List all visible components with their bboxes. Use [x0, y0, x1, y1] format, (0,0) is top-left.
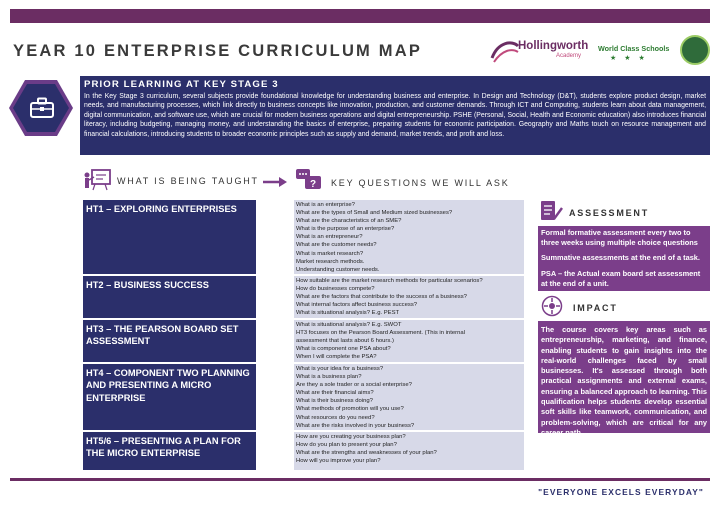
prior-learning-body: In the Key Stage 3 curriculum, several subjects provide foundational knowledge for understanding business and enterprise. In Design and Technology (D&T), students explore product design, market needs, and manufacturing processes, which link directly to business concepts like innovation, production, and customer demands. Through ICT and Computing, students learn about data management, digital communication, and software use, which are crucial for modern business operations and digital entrepreneurship. PSHE (Personal, Social, Health and Economic education) also introduces financial literacy, including budgeting, managing money, and understanding the basics of enterprise, preparing students for economic participation. Geography and Maths touch on resource management and financial calculations, introducing students to broader economic principles such as supply and demand, market trends, and profit and loss.: [84, 93, 706, 138]
assessment-item: Formal formative assessment every two to three weeks using multiple choice questions: [541, 228, 698, 248]
impact-body: The course covers key areas such as entrepreneurship, marketing, and finance, enabling students to gain insights into the real-world challenges faced by small businesses. It's assessed through both practical assignments and external exams, ensuring a balanced approach to learning. This qualification helps students develop essential soft skills like teamwork, communication, and problem-solving, which are critical for any career path.: [541, 325, 707, 437]
page-title: YEAR 10 ENTERPRISE CURRICULUM MAP: [13, 42, 423, 60]
world-class-schools-stars-icon: ★ ★ ★: [610, 55, 648, 62]
impact-panel: [538, 321, 710, 437]
question-line: How do businesses compete?: [296, 286, 375, 293]
question-line: What is their business doing?: [296, 398, 373, 405]
question-line: What are the factors that contribute to the success of a business?: [296, 294, 467, 301]
question-line: What methods of promotion will you use?: [296, 406, 404, 413]
hollingworth-sub: Academy: [556, 53, 582, 59]
question-line: What are the strengths and weaknesses of your plan?: [296, 450, 437, 457]
impact-icon: [541, 295, 563, 317]
prior-learning-heading: PRIOR LEARNING AT KEY STAGE 3: [84, 79, 279, 90]
question-line: What are their financial aims?: [296, 390, 374, 397]
question-line: Understanding customer needs.: [296, 266, 380, 273]
question-line: What is situational analysis? E.g. SWOT: [296, 322, 402, 328]
question-line: What is component one PSA about?: [296, 346, 391, 353]
impact-heading: IMPACT: [573, 303, 618, 313]
question-line: How do you plan to present your plan?: [296, 442, 397, 449]
question-line: What is situational analysis? E.g. PEST: [296, 310, 400, 317]
arrow-right-icon: [262, 176, 288, 188]
questions-heading: KEY QUESTIONS WE WILL ASK: [331, 178, 510, 188]
assessment-item: PSA – the Actual exam board set assessment at the end of a unit.: [541, 268, 701, 288]
question-line: What is your idea for a business?: [296, 366, 384, 372]
question-line: What is market research?: [296, 250, 364, 257]
question-line: What are the characteristics of an SME?: [296, 218, 402, 225]
question-line: What are the types of Small and Medium sized businesses?: [296, 210, 453, 217]
svg-text:?: ?: [309, 179, 317, 190]
footer-bar: [10, 478, 710, 481]
footer-tagline: "EVERYONE EXCELS EVERYDAY": [538, 487, 704, 497]
question-line: What resources do you need?: [296, 414, 375, 421]
assessment-icon: [540, 200, 564, 222]
questions-ht2: [294, 276, 524, 318]
question-line: HT3 focuses on the Pearson Board Assessment. (This in internal: [296, 330, 465, 337]
question-line: What are the risks involved in your business?: [296, 422, 415, 429]
hollingworth-name: Hollingworth: [518, 40, 589, 52]
school-badge-icon: [680, 35, 710, 65]
question-chat-icon: [295, 168, 323, 192]
questions-column: [294, 200, 524, 472]
topics-column: [83, 200, 256, 472]
question-line: Are they a sole trader or a social enterprise?: [296, 382, 412, 389]
questions-ht4: [294, 364, 524, 430]
world-class-schools-name: World Class Schools: [598, 44, 670, 53]
logos: [490, 34, 712, 68]
assessment-item: Summative assessments at the end of a task.: [541, 253, 700, 263]
assessment-panel: [538, 226, 710, 291]
hollingworth-swoosh-icon: [490, 36, 520, 66]
topic-ht2: HT2 – BUSINESS SUCCESS: [83, 276, 256, 318]
topic-ht5-6: HT5/6 – PRESENTING A PLAN FOR THE MICRO ENTERPRISE: [83, 432, 256, 470]
question-line: What is a business plan?: [296, 374, 362, 381]
question-line: How suitable are the market research methods for particular scenarios?: [296, 278, 483, 284]
question-line: Market research methods.: [296, 258, 365, 265]
question-line: What internal factors affect business success?: [296, 302, 418, 309]
prior-learning-panel: [80, 76, 710, 155]
question-line: How are you creating your business plan?: [296, 434, 406, 440]
questions-ht5-6: [294, 432, 524, 470]
briefcase-icon: [30, 97, 54, 119]
assessment-heading: ASSESSMENT: [569, 208, 650, 218]
topic-ht1: HT1 – EXPLORING ENTERPRISES: [83, 200, 256, 274]
hollingworth-logo: [490, 36, 594, 66]
question-line: assessment that lasts about 6 hours.): [296, 338, 394, 345]
question-line: What is an enterprise?: [296, 202, 355, 208]
taught-heading: WHAT IS BEING TAUGHT: [117, 176, 259, 186]
questions-ht3: [294, 320, 524, 362]
question-line: How will you improve your plan?: [296, 458, 381, 465]
question-line: When I will complete the PSA?: [296, 354, 377, 361]
question-line: What is an entrepreneur?: [296, 234, 363, 241]
topic-ht3: HT3 – THE PEARSON BOARD SET ASSESSMENT: [83, 320, 256, 362]
question-line: What are the customer needs?: [296, 242, 377, 249]
teacher-board-icon: [83, 168, 111, 192]
top-banner-bar: [10, 9, 710, 23]
questions-ht1: [294, 200, 524, 274]
question-line: What is the purpose of an enterprise?: [296, 226, 395, 233]
topic-ht4: HT4 – COMPONENT TWO PLANNING AND PRESENTING A MICRO ENTERPRISE: [83, 364, 256, 430]
